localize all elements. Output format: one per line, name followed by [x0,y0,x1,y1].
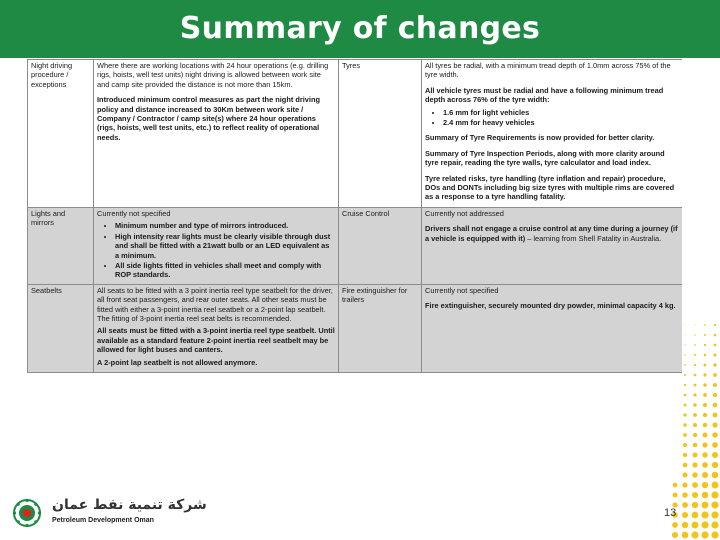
decorative-dot [672,522,678,528]
decorative-dot [683,463,688,468]
note-text: – learning from Shell Fatality in Australia. [525,233,662,243]
decorative-dot [694,334,695,335]
decorative-dot [704,364,707,367]
pdo-emblem-icon [12,498,42,528]
old-requirement-text: Currently not addressed [425,208,504,218]
decorative-dot [701,531,708,538]
decorative-dot [703,433,708,438]
decorative-dot [694,384,697,387]
decorative-dot [692,502,698,508]
decorative-dot [694,354,696,356]
decorative-dot [703,393,707,397]
change-cell [422,207,683,284]
new-requirement-text: All vehicle tyres must be radial and have a following minimum tread depth across 76% of the tyre width: [425,85,664,105]
decorative-dot [713,353,716,356]
new-requirement-text: Summary of Tyre Inspection Periods, along with more clarity around tyre repair, reading the tyre walls, tyre calculator and load index. [425,148,665,168]
decorative-dot [703,383,706,386]
decorative-dot [711,531,718,538]
decorative-dot [682,522,688,528]
decorative-dot [673,493,678,498]
decorative-dot [701,521,708,528]
list-item: • 2.4 mm for heavy vehicles [443,118,679,127]
decorative-dot [683,443,687,447]
decorative-dot [702,492,709,499]
decorative-dot [672,532,678,538]
topic-cell [28,284,94,372]
change-cell [94,207,339,284]
decorative-dot [704,354,707,357]
decorative-dot [694,324,695,325]
decorative-dot [682,502,688,508]
topic-label: Tyres [342,61,361,70]
table-row [28,60,683,208]
decorative-dot [704,324,706,326]
decorative-dot [693,433,697,437]
new-requirement-text: Tyre related risks, tyre handling (tyre inflation and repair) procedure, DOs and DONTs including big size tyres with multiple rims are covered as a response to a tyre handling fatality. [425,173,675,202]
new-requirement-text: A 2-point lap seatbelt is not allowed anymore. [97,357,258,367]
changes-table-container [27,59,682,480]
topic-label: Fire extinguisher for trailers [342,285,408,305]
decorative-dot [685,325,686,326]
decorative-dot [704,334,706,336]
decorative-dot [714,344,717,347]
page-number: 13 [664,507,677,519]
old-requirement-text: Currently not specified [97,208,171,218]
bullet-list [97,221,335,279]
decorative-dot [713,363,716,366]
decorative-dot [703,413,707,417]
change-cell [94,284,339,372]
decorative-dot [711,501,718,508]
decorative-dot [684,344,685,345]
old-requirement-text: All tyres be radial, with a minimum tread depth of 1.0mm across 75% of the tyre width. [425,61,671,80]
decorative-dot [703,373,706,376]
change-cell [94,60,339,208]
topic-cell [339,207,422,284]
bullet-list [425,108,679,128]
decorative-dot [712,462,718,468]
decorative-dot [704,344,706,346]
decorative-dot [673,483,678,488]
list-item: • All side lights fitted in vehicles shall meet and comply with ROP standards. [115,261,335,280]
decorative-dot [692,482,698,488]
slide-title: Summary of changes [179,11,541,46]
company-name-arabic: شركة تنمية نفط عمان [52,497,207,513]
decorative-dot [703,403,707,407]
decorative-dot [684,404,687,407]
decorative-dot [684,354,685,355]
decorative-dot [712,422,717,427]
decorative-dot [701,511,708,518]
decorative-dot [693,443,698,448]
decorative-dot [682,482,687,487]
decorative-dot [683,453,687,457]
decorative-dot [683,433,687,437]
decorative-dot [702,462,708,468]
topic-cell [28,60,94,208]
company-name-english: Petroleum Development Oman [52,517,154,524]
decorative-dot [694,364,696,366]
decorative-dot [714,334,717,337]
list-item: • 1.6 mm for light vehicles [443,108,679,117]
decorative-dot [712,472,719,479]
change-cell [422,284,683,372]
decorative-dot [702,452,707,457]
decorative-dot [694,374,697,377]
decorative-dot [713,403,718,408]
table-row [28,284,683,372]
list-item: • Minimum number and type of mirrors introduced. [115,221,335,230]
decorative-dot [692,522,699,529]
decorative-dot [682,492,688,498]
decorative-dot [711,521,718,528]
topic-label: Cruise Control [342,208,390,218]
decorative-dot [714,324,716,326]
list-item: • High intensity rear lights must be clearly visible through dust and shall be fitted with a 21watt bulb or an LED equivalent as a minimum. [115,232,335,260]
decorative-dot [684,384,686,386]
decorative-dot [713,393,717,397]
decorative-dot [693,453,698,458]
decorative-dot [712,482,719,489]
decorative-dot [693,413,697,417]
topic-label: Night driving procedure / exceptions [31,61,73,89]
decorative-dot [692,512,699,519]
table-row [28,207,683,284]
new-requirement-text: Drivers shall not engage a cruise control at any time during a journey (if a vehicle is equipped with it) [425,224,678,243]
decorative-dot [682,532,689,539]
decorative-dot [684,364,686,366]
decorative-dot [693,423,697,427]
old-requirement-text: Currently not specified [425,285,499,295]
decorative-dot [712,452,718,458]
changes-table [27,59,682,373]
topic-cell [28,207,94,284]
old-requirement-text: Where there are working locations with 24 hour operations (e.g. drilling rigs, hoists, well test units) night driving is allowed between work site and camp site provided the distance is not more than 15km. [97,61,329,89]
topic-cell [339,284,422,372]
decorative-dot [702,442,707,447]
decorative-dot [683,423,686,426]
decorative-dot [684,374,686,376]
decorative-dot [692,462,697,467]
change-cell [422,60,683,208]
decorative-dot [712,442,718,448]
new-requirement-text: All seats must be fitted with a 3-point inertia reel type seatbelt. Until available as a standard feature 2-point inertia reel seatbelt may be allowed for light buses and canters. [97,326,335,355]
decorative-dot [703,423,708,428]
decorative-dot [702,502,709,509]
decorative-dot [694,344,696,346]
decorative-dot [685,335,686,336]
decorative-dot [711,511,718,518]
decorative-dot [713,373,717,377]
decorative-dot [693,393,696,396]
company-logo [12,496,207,530]
decorative-dot [692,472,697,477]
decorative-dot [691,531,698,538]
topic-label: Seatbelts [31,285,62,295]
decorative-dot [683,473,688,478]
decorative-dot [712,432,717,437]
decorative-dot [713,413,718,418]
decorative-dot [713,383,717,387]
decorative-dot [684,394,687,397]
topic-cell [339,60,422,208]
decorative-dot [693,403,696,406]
decorative-dot [702,472,708,478]
new-requirement-text: Introduced minimum control measures as part the night driving policy and distance increased to 30Km between work site / Company / Contractor / camp site(s) where 24 hour operations (rigs, hoists, well test units, etc.) to reflect reality of operational needs. [97,95,320,142]
old-requirement-text: All seats to be fitted with a 3 point inertia reel type seatbelt for the driver, all front seat passengers, and rear outer seats. All other seats must be fitted with either a 3-point inertia reel seatbelt or a 2-point lap seatbelt. The fitting of 3-point inertia reel seat belts is recommended. [97,285,333,323]
new-requirement-text: Summary of Tyre Requirements is now provided for better clarity. [425,133,655,143]
new-requirement-text: Fire extinguisher, securely mounted dry powder, minimal capacity 4 kg. [425,301,676,311]
decorative-dot [702,482,708,488]
decorative-dot [692,492,698,498]
decorative-dot [711,491,718,498]
decorative-dot [682,512,688,518]
title-bar [0,0,720,58]
topic-label: Lights and mirrors [31,208,66,228]
decorative-dot [683,413,686,416]
